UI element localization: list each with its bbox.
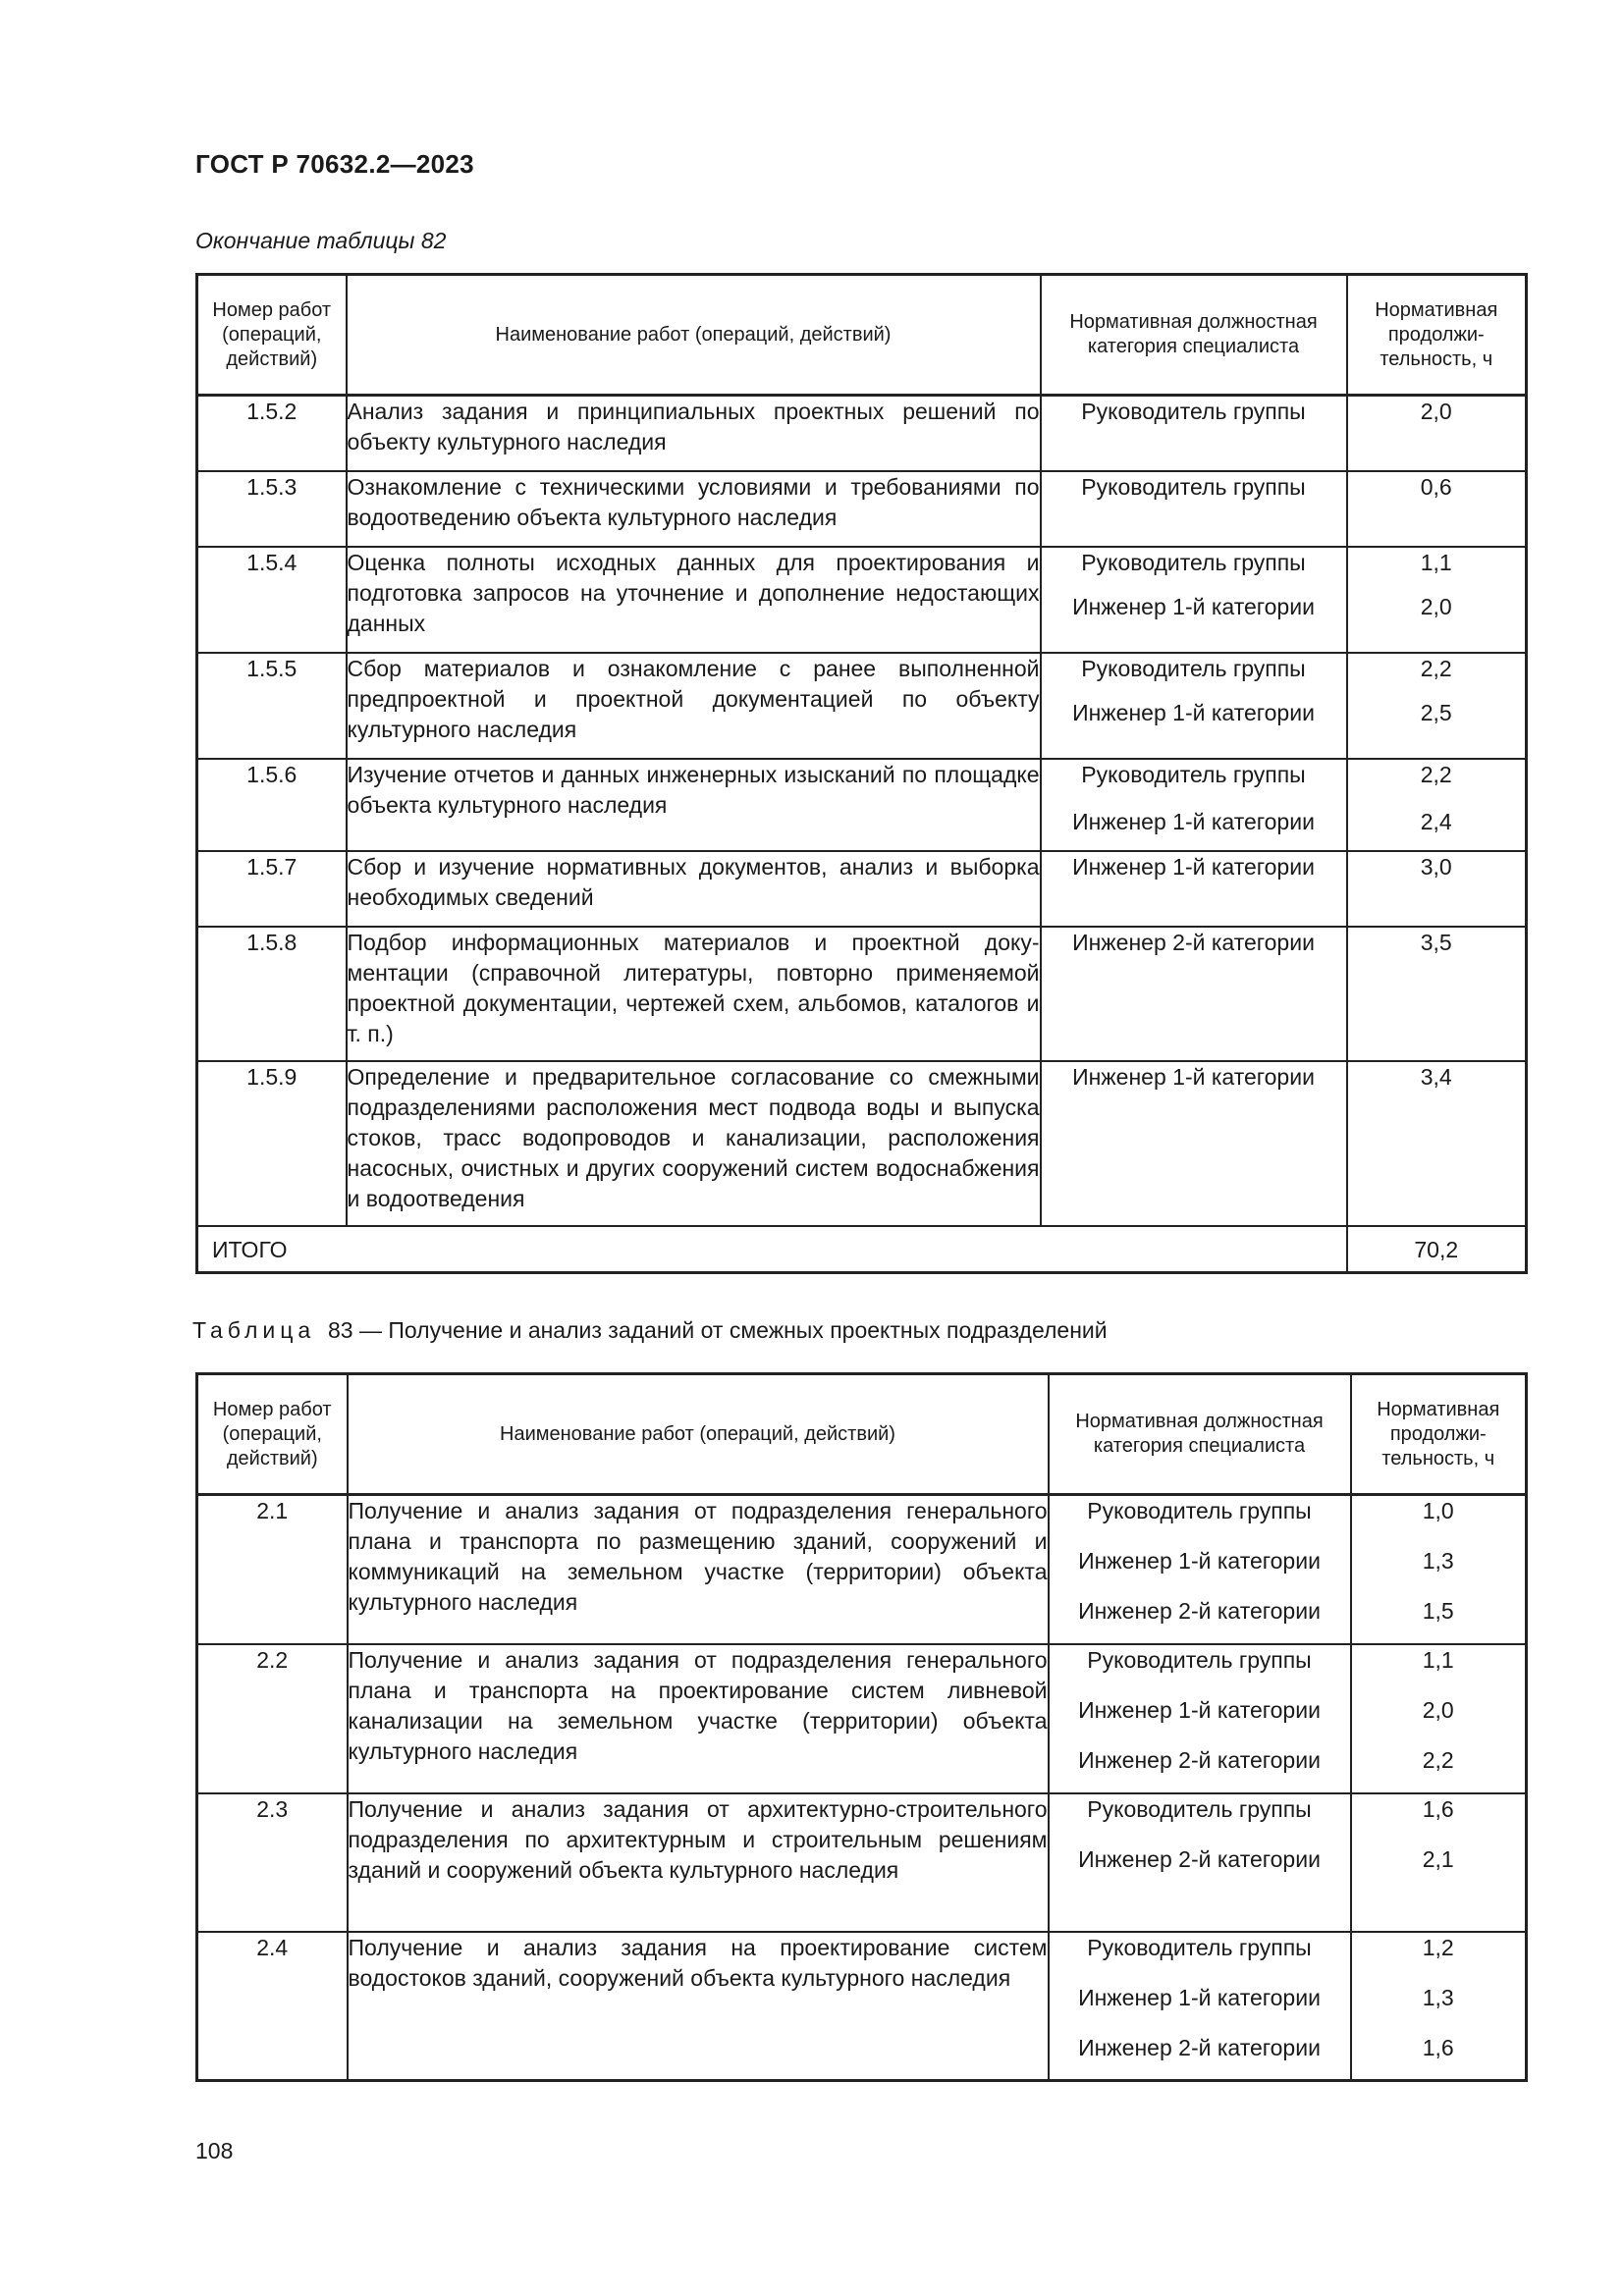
category-cell bbox=[1049, 1495, 1351, 1644]
duration-entry: 2,1 bbox=[1422, 1845, 1454, 1872]
duration-entry: 0,6 bbox=[1420, 473, 1452, 500]
work-name-cell: Получение и анализ задания от архитектурно-строительного подразделения по архитектурным и строительным решениям зданий и сооружений объекта культурного наследия bbox=[348, 1793, 1049, 1932]
duration-cell bbox=[1351, 1793, 1527, 1932]
table-row bbox=[197, 1644, 1527, 1793]
work-name-cell: Сбор материалов и ознакомление с ранее выполненной предпроектной и проектной документацией по объекту культурного наследия bbox=[347, 653, 1041, 759]
duration-entry: 1,1 bbox=[1422, 1646, 1454, 1673]
category-entry: Инженер 2-й категории bbox=[1078, 1598, 1321, 1624]
table-row bbox=[197, 759, 1527, 851]
category-entry: Инженер 2-й категории bbox=[1078, 1845, 1321, 1872]
category-entry: Руководитель группы bbox=[1087, 1498, 1312, 1523]
work-name-cell: Подбор информационных материалов и проектной документации (справочной литературы, повторно применяемой проектной документации, чертежей схем, альбомов, каталогов и т. п.) bbox=[347, 927, 1041, 1061]
category-entry: Инженер 1-й категории bbox=[1078, 1984, 1321, 2010]
category-entry: Инженер 2-й категории bbox=[1078, 2034, 1321, 2060]
category-cell bbox=[1041, 1061, 1347, 1226]
category-entry: Инженер 1-й категории bbox=[1072, 593, 1315, 619]
category-entry: Инженер 1-й категории bbox=[1078, 1696, 1321, 1723]
category-cell bbox=[1041, 759, 1347, 851]
category-cell bbox=[1041, 653, 1347, 759]
category-entry: Руководитель группы bbox=[1087, 1646, 1312, 1673]
duration-entry: 2,2 bbox=[1422, 1746, 1454, 1773]
column-header-duration: Нормативная продолжи- тельность, ч bbox=[1351, 1374, 1527, 1495]
work-number-cell: 1.5.6 bbox=[197, 759, 347, 851]
column-header-number: Номер работ (операций, действий) bbox=[197, 275, 347, 396]
duration-cell bbox=[1347, 653, 1527, 759]
column-header-name: Наименование работ (операций, действий) bbox=[348, 1374, 1049, 1495]
duration-entry: 2,0 bbox=[1422, 1696, 1454, 1723]
category-cell bbox=[1049, 1644, 1351, 1793]
work-number-cell: 1.5.3 bbox=[197, 471, 347, 547]
work-name-cell: Получение и анализ задания от подразделения генерального плана и транспорта на проектирование систем ливневой канализации на земельном участке (территории) объекта культурного наследия bbox=[348, 1644, 1049, 1793]
category-cell bbox=[1041, 927, 1347, 1061]
duration-cell bbox=[1347, 851, 1527, 927]
duration-cell bbox=[1347, 396, 1527, 471]
category-entry: Инженер 1-й категории bbox=[1078, 1548, 1321, 1574]
duration-entry: 3,4 bbox=[1420, 1063, 1452, 1090]
work-name-cell: Сбор и изучение нормативных документов, анализ и выборка необходимых сведений bbox=[347, 851, 1041, 927]
duration-entry: 2,2 bbox=[1420, 655, 1452, 681]
category-entry: Руководитель группы bbox=[1081, 473, 1306, 500]
duration-entry: 1,6 bbox=[1422, 1795, 1454, 1822]
category-entry: Инженер 2-й категории bbox=[1078, 1746, 1321, 1773]
table-row bbox=[197, 927, 1527, 1061]
table-row bbox=[197, 547, 1527, 653]
table-row bbox=[197, 1061, 1527, 1226]
duration-entry: 1,2 bbox=[1422, 1934, 1454, 1960]
category-cell bbox=[1049, 1793, 1351, 1932]
duration-entry: 1,6 bbox=[1422, 2034, 1454, 2060]
duration-cell bbox=[1347, 471, 1527, 547]
category-cell bbox=[1041, 396, 1347, 471]
category-entry: Руководитель группы bbox=[1081, 399, 1306, 424]
work-number-cell: 2.4 bbox=[197, 1932, 348, 2081]
work-name-cell: Оценка полноты исходных данных для проектирования и подготовка запросов на уточнение и дополнение недостающих данных bbox=[347, 547, 1041, 653]
duration-cell bbox=[1347, 547, 1527, 653]
table-83-caption-word: Таблица bbox=[192, 1317, 316, 1343]
table-82 bbox=[195, 273, 1528, 1274]
category-entry: Руководитель группы bbox=[1087, 1795, 1312, 1822]
total-value: 70,2 bbox=[1347, 1226, 1527, 1273]
duration-cell bbox=[1347, 759, 1527, 851]
duration-entry: 1,3 bbox=[1422, 1984, 1454, 2010]
page-number: 108 bbox=[195, 2138, 234, 2163]
work-number-cell: 2.1 bbox=[197, 1495, 348, 1644]
category-entry: Руководитель группы bbox=[1081, 655, 1306, 681]
table-83 bbox=[195, 1372, 1528, 2082]
category-entry: Инженер 1-й категории bbox=[1072, 808, 1315, 834]
work-name-cell: Определение и предварительное согласование со смежными подразделениями расположения мест подвода воды и выпуска стоков, трасс водопроводов и канализации, расположения насосных, очистных и других сооружений систем водоснабжения и водоотведения bbox=[347, 1061, 1041, 1226]
document-code: ГОСТ Р 70632.2—2023 bbox=[195, 149, 474, 179]
table-row bbox=[197, 653, 1527, 759]
total-row bbox=[197, 1226, 1527, 1273]
duration-entry: 2,2 bbox=[1420, 761, 1452, 787]
work-number-cell: 1.5.8 bbox=[197, 927, 347, 1061]
duration-entry: 2,4 bbox=[1420, 808, 1452, 834]
category-entry: Инженер 1-й категории bbox=[1072, 1063, 1315, 1090]
table-83-caption-title: 83 — Получение и анализ заданий от смежных проектных подразделений bbox=[327, 1317, 1108, 1343]
table-row bbox=[197, 851, 1527, 927]
table-82-caption: Окончание таблицы 82 bbox=[195, 228, 447, 253]
duration-cell bbox=[1347, 927, 1527, 1061]
category-entry: Инженер 2-й категории bbox=[1072, 929, 1315, 955]
duration-cell bbox=[1351, 1932, 1527, 2081]
work-number-cell: 1.5.7 bbox=[197, 851, 347, 927]
work-number-cell: 1.5.9 bbox=[197, 1061, 347, 1226]
work-name-cell: Изучение отчетов и данных инженерных изысканий по площадке объекта культурного наследия bbox=[347, 759, 1041, 851]
column-header-category: Нормативная должностная категория специалиста bbox=[1049, 1374, 1351, 1495]
duration-entry: 1,3 bbox=[1422, 1548, 1454, 1574]
category-cell bbox=[1049, 1932, 1351, 2081]
duration-entry: 2,0 bbox=[1420, 399, 1452, 424]
category-cell bbox=[1041, 471, 1347, 547]
table-row bbox=[197, 396, 1527, 471]
work-number-cell: 1.5.5 bbox=[197, 653, 347, 759]
category-entry: Руководитель группы bbox=[1081, 549, 1306, 575]
table-row bbox=[197, 1932, 1527, 2081]
column-header-number: Номер работ (операций, действий) bbox=[197, 1374, 348, 1495]
duration-entry: 1,5 bbox=[1422, 1598, 1454, 1624]
table-header-row bbox=[197, 1374, 1527, 1495]
column-header-category: Нормативная должностная категория специалиста bbox=[1041, 275, 1347, 396]
duration-cell bbox=[1351, 1495, 1527, 1644]
total-label: ИТОГО bbox=[197, 1226, 1347, 1273]
table-row bbox=[197, 1793, 1527, 1932]
work-name-cell: Получение и анализ задания на проектирование систем водостоков зданий, сооружений объекта культурного наследия bbox=[348, 1932, 1049, 2081]
work-number-cell: 2.3 bbox=[197, 1793, 348, 1932]
duration-entry: 2,5 bbox=[1420, 699, 1452, 725]
duration-entry: 1,0 bbox=[1422, 1498, 1454, 1523]
work-name-cell: Ознакомление с техническими условиями и требованиями по водоотведению объекта культурного наследия bbox=[347, 471, 1041, 547]
duration-entry: 2,0 bbox=[1420, 593, 1452, 619]
duration-entry: 1,1 bbox=[1420, 549, 1452, 575]
table-row bbox=[197, 471, 1527, 547]
table-row bbox=[197, 1495, 1527, 1644]
work-number-cell: 1.5.4 bbox=[197, 547, 347, 653]
table-header-row bbox=[197, 275, 1527, 396]
work-name-cell: Получение и анализ задания от подразделения генерального плана и транспорта по размещению зданий, сооружений и коммуникаций на земельном участке (территории) объекта культурного наследия bbox=[348, 1495, 1049, 1644]
duration-entry: 3,5 bbox=[1420, 929, 1452, 955]
category-entry: Инженер 1-й категории bbox=[1072, 853, 1315, 880]
category-cell bbox=[1041, 851, 1347, 927]
table-83-caption bbox=[192, 1317, 1108, 1344]
work-number-cell: 1.5.2 bbox=[197, 396, 347, 471]
duration-cell bbox=[1351, 1644, 1527, 1793]
work-name-cell: Анализ задания и принципиальных проектных решений по объекту культурного наследия bbox=[347, 396, 1041, 471]
column-header-name: Наименование работ (операций, действий) bbox=[347, 275, 1041, 396]
category-entry: Инженер 1-й категории bbox=[1072, 699, 1315, 725]
duration-entry: 3,0 bbox=[1420, 853, 1452, 880]
category-entry: Руководитель группы bbox=[1087, 1934, 1312, 1960]
category-entry: Руководитель группы bbox=[1081, 761, 1306, 787]
column-header-duration: Нормативная продолжи- тельность, ч bbox=[1347, 275, 1527, 396]
duration-cell bbox=[1347, 1061, 1527, 1226]
work-number-cell: 2.2 bbox=[197, 1644, 348, 1793]
category-cell bbox=[1041, 547, 1347, 653]
